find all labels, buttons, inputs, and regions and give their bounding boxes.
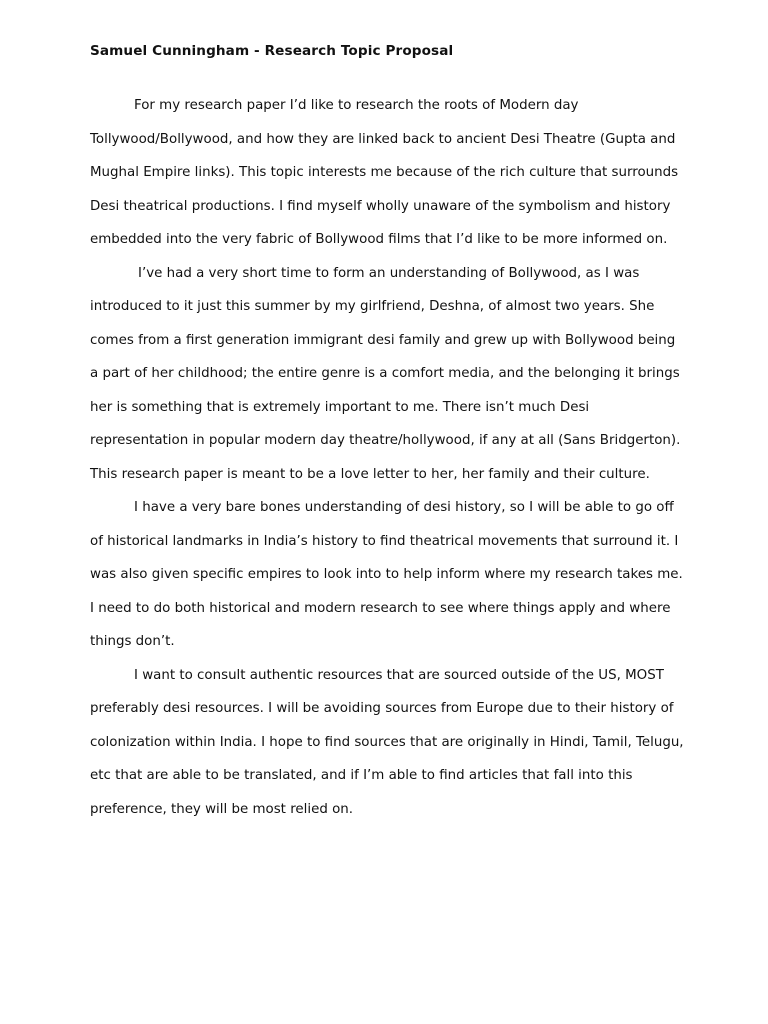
paragraph-approach: I have a very bare bones understanding of desi history, so I will be able to go off of historical landmarks in India’s history to find theatrical movements that surround it. I was also given specific empires to look into to help inform where my research takes me. I need to do both historical and modern research to see where things apply and where things don’t. xyxy=(90,500,683,649)
document-body xyxy=(90,89,684,826)
paragraph-sources: I want to consult authentic resources that are sourced outside of the US, MOST preferably desi resources. I will be avoiding sources from Europe due to their history of colonization within India. I hope to find sources that are originally in Hindi, Tamil, Telugu, etc that are able to be translated, and if I’m able to find articles that fall into this preference, they will be most relied on. xyxy=(90,667,684,817)
document-title: Samuel Cunningham - Research Topic Proposal xyxy=(90,43,454,59)
paragraph-motivation: I’ve had a very short time to form an understanding of Bollywood, as I was introduced to it just this summer by my girlfriend, Deshna, of almost two years. She comes from a first generation immigrant desi family and grew up with Bollywood being a part of her childhood; the entire genre is a comfort media, and the belonging it brings her is something that is extremely important to me. There isn’t much Desi representation in popular modern day theatre/hollywood, if any at all (Sans Bridgerton). This research paper is meant to be a love letter to her, her family and their culture. xyxy=(90,265,681,482)
paragraph-topic: For my research paper I’d like to research the roots of Modern day Tollywood/Bollywood, and how they are linked back to ancient Desi Theatre (Gupta and Mughal Empire links). This topic interests me because of the rich culture that surrounds Desi theatrical productions. I find myself wholly unaware of the symbolism and history embedded into the very fabric of Bollywood films that I’d like to be more informed on. xyxy=(90,98,679,247)
